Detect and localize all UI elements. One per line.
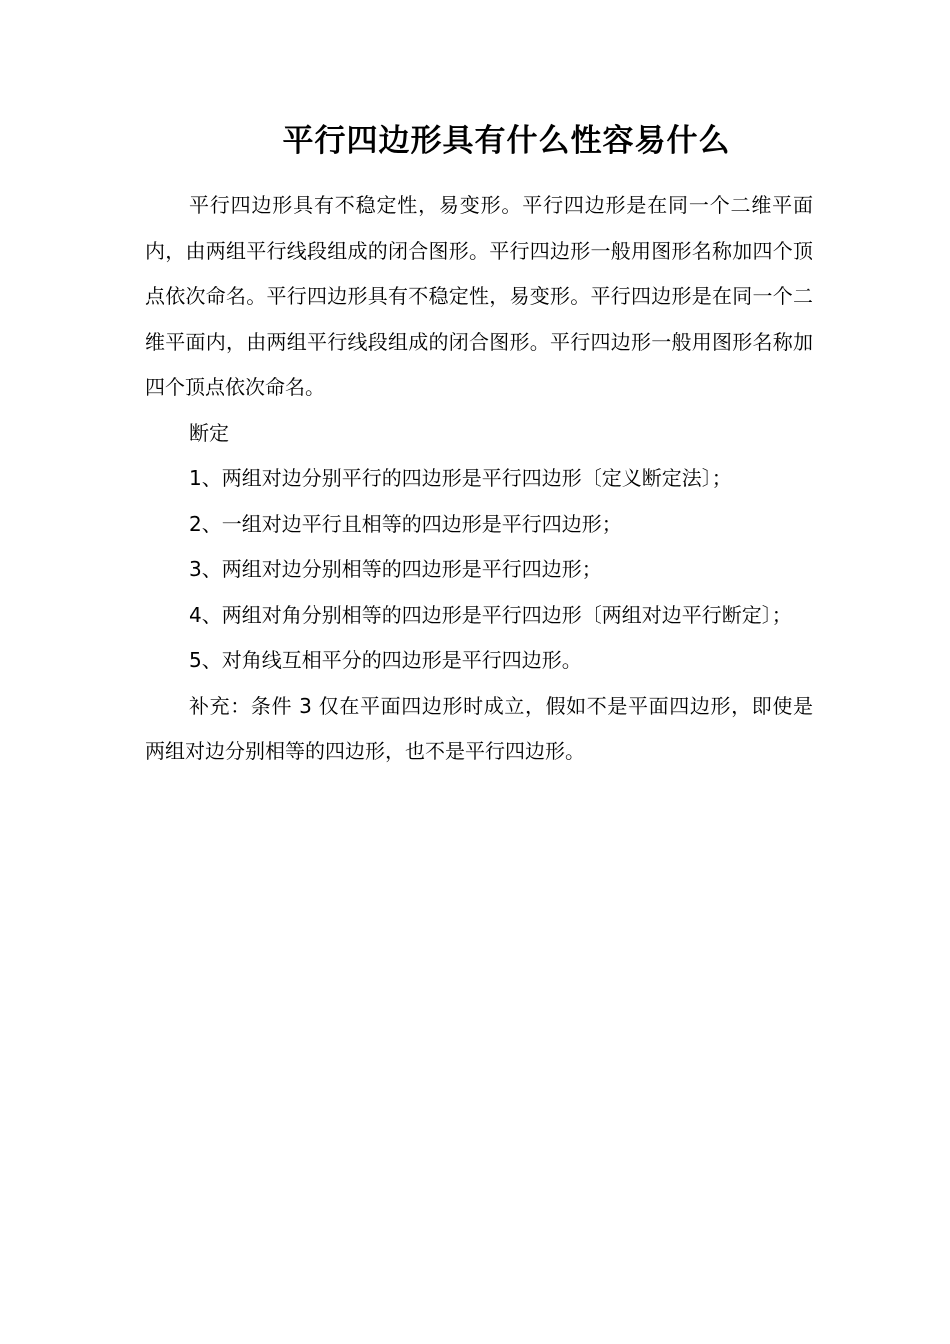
criterion-item-5: 5、对角线互相平分的四边形是平行四边形。 (189, 648, 582, 672)
document-title: 平行四边形具有什么性容易什么 (282, 123, 731, 159)
criteria-heading: 断定 (189, 420, 229, 445)
intro-paragraph: 平行四边形具有不稳定性，易变形。平行四边形是在同一个二维平面内，由两组平行线段组成的闭合图形。平行四边形一般用图形名称加四个顶点依次命名。平行四边形具有不稳定性，易变形。平行四边形是在同一个二维平面内，由两组平行线段组成的闭合图形。平行四边形一般用图形名称加四个顶点依次命名。 (145, 193, 813, 399)
criterion-item-3: 3、两组对边分别相等的四边形是平行四边形； (189, 557, 602, 581)
criterion-item-2: 2、一组对边平行且相等的四边形是平行四边形； (189, 511, 622, 536)
criterion-item-4: 4、两组对角分别相等的四边形是平行四边形〔两组对边平行断定〕； (189, 602, 792, 627)
supplement-paragraph: 补充：条件 3 仅在平面四边形时成立，假如不是平面四边形，即使是两组对边分别相等的四边形，也不是平行四边形。 (145, 693, 813, 763)
document-body (145, 183, 813, 775)
criterion-item-1: 1、两组对边分别平行的四边形是平行四边形〔定义断定法〕； (189, 466, 732, 490)
